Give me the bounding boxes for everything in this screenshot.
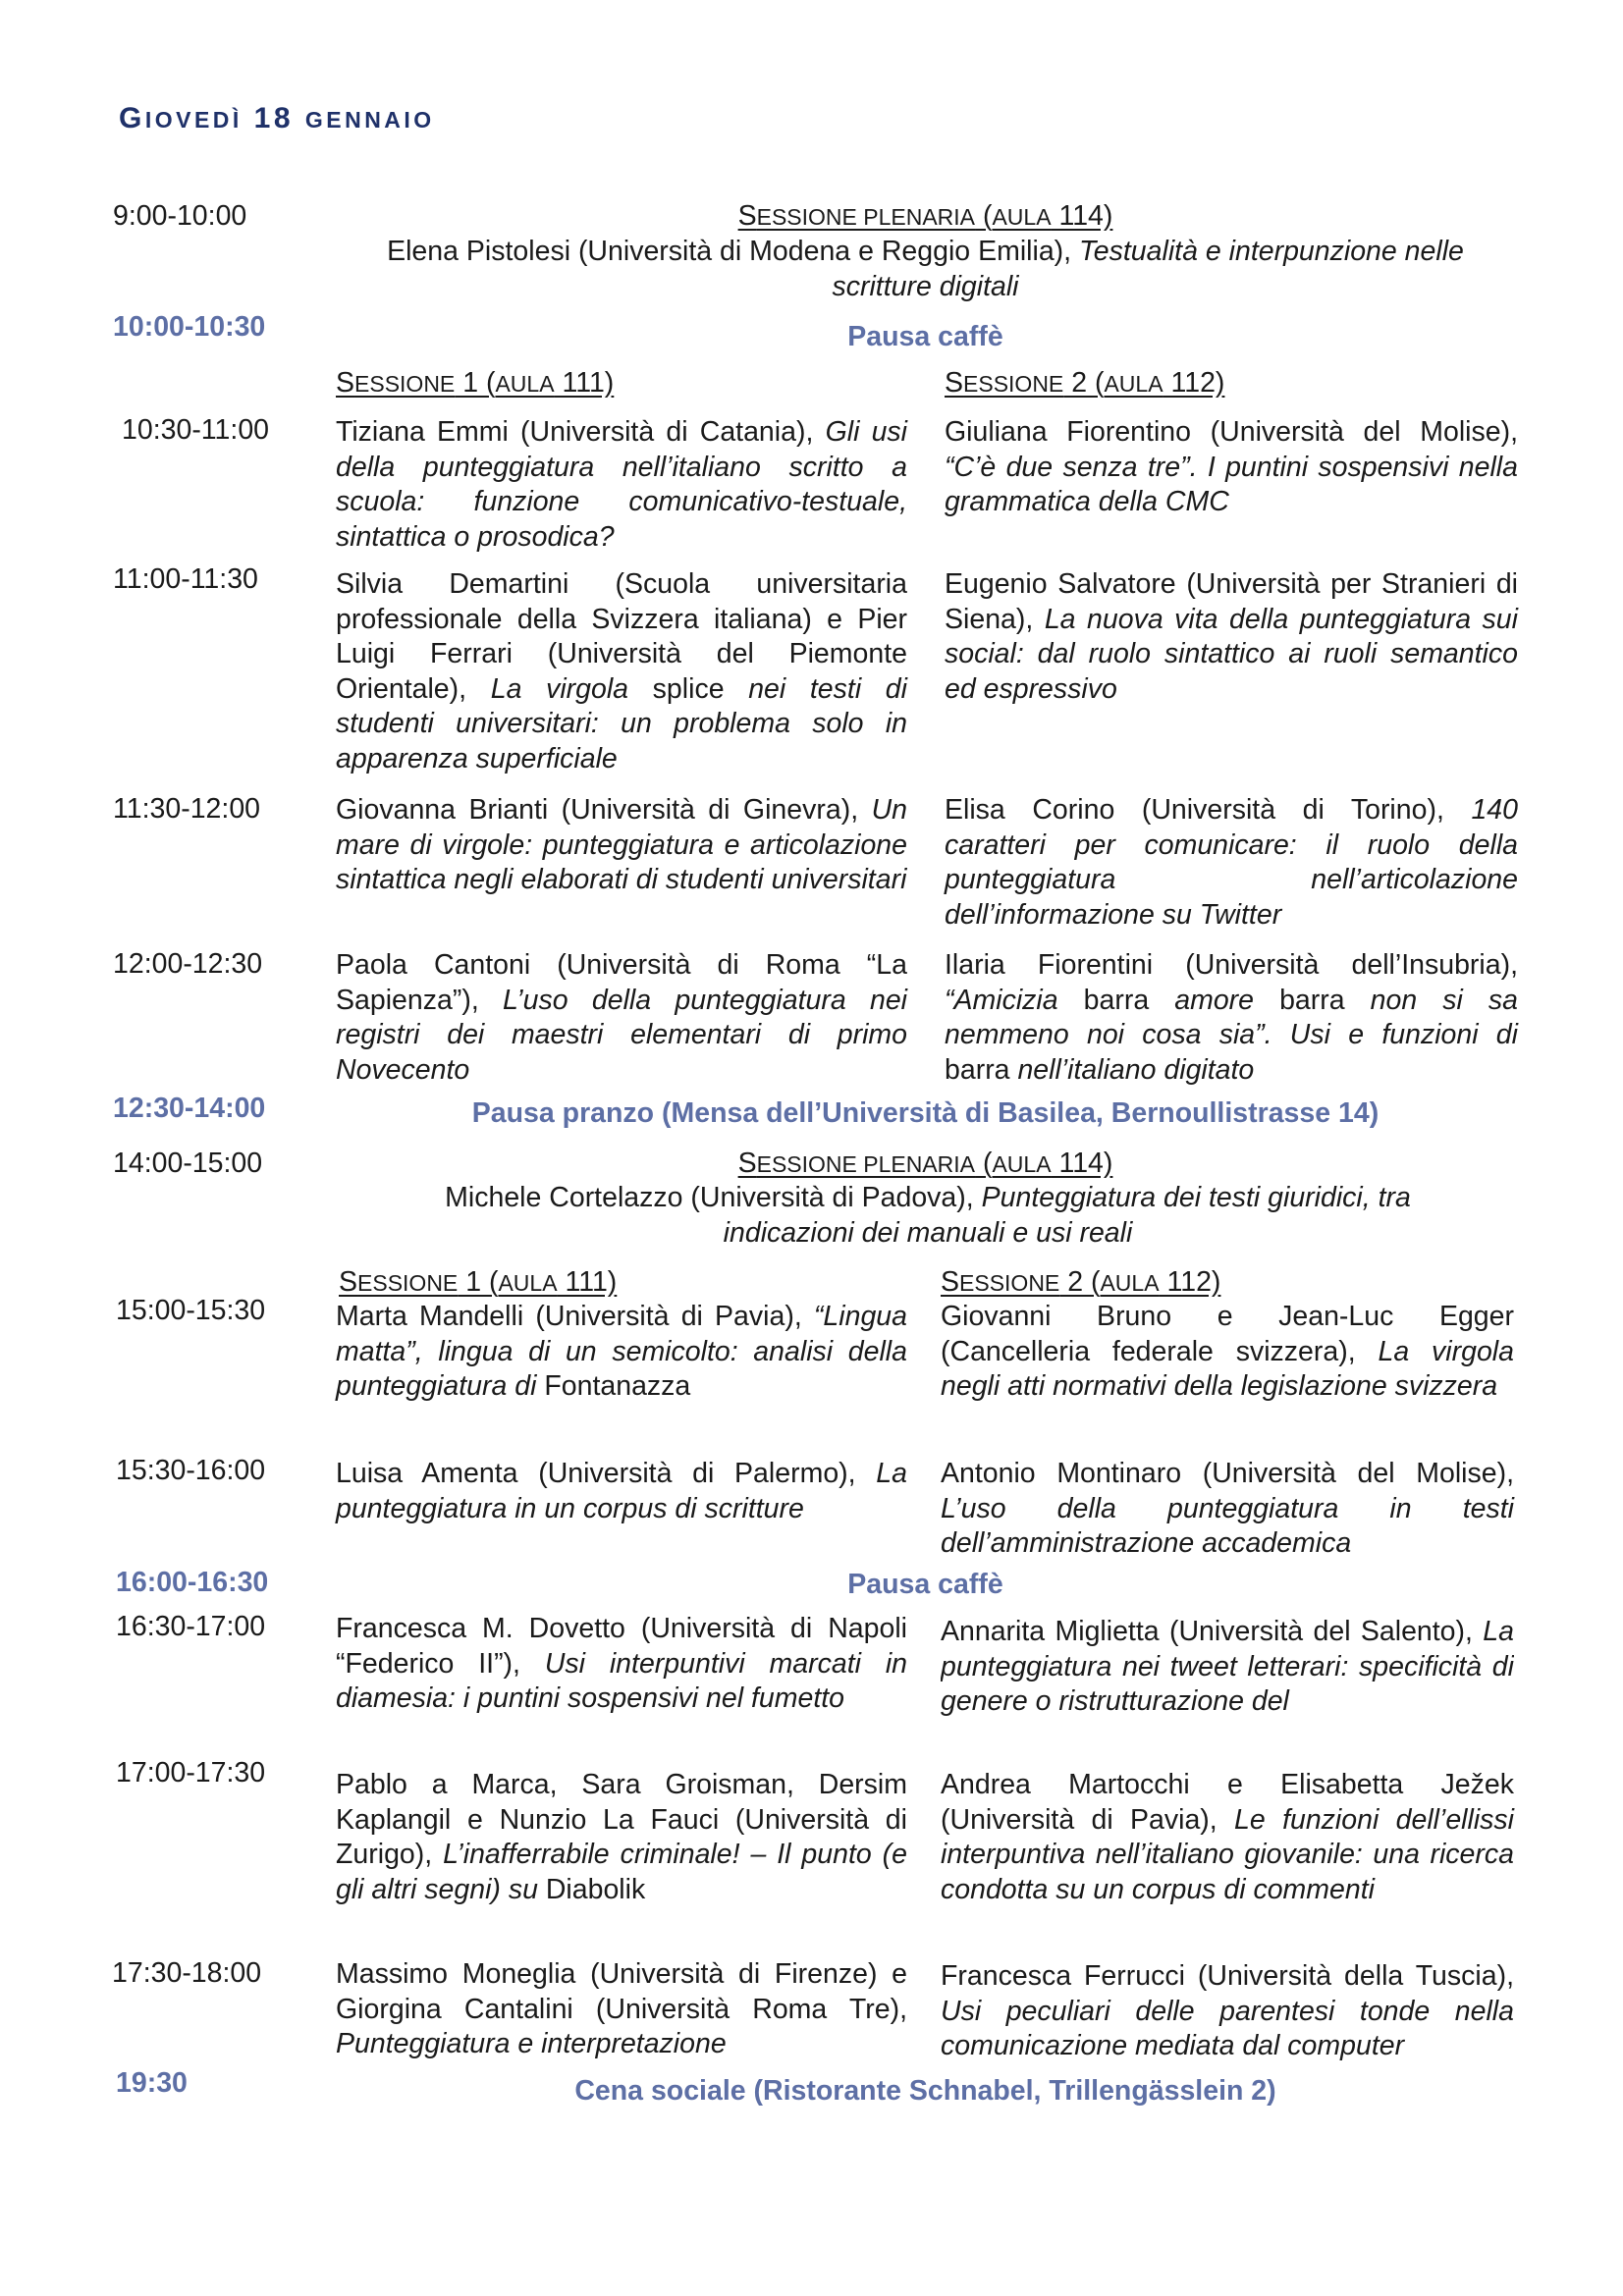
plenary-session-label: SESSIONE PLENARIA (AULA 114)	[737, 1148, 1113, 1179]
talk-session-2: Antonio Montinaro (Università del Molise), L’uso della punteggiatura in testi dell’amministrazione accademica	[941, 1458, 1514, 1559]
talk-session-2: Giuliana Fiorentino (Università del Molise), “C’è due senza tre”. I puntini sospensivi nella grammatica della CMC	[945, 416, 1518, 517]
time-slot: 14:00-15:00	[113, 1148, 263, 1179]
talk-session-2: Giovanni Bruno e Jean-Luc Egger (Cancelleria federale svizzera), La virgola negli atti normativi della legislazione svizzera	[941, 1301, 1514, 1402]
time-slot-break: 19:30	[116, 2067, 188, 2099]
talk-session-1: Luisa Amenta (Università di Palermo), La punteggiatura in un corpus di scritture	[336, 1458, 907, 1524]
session-1-header: SESSIONE 1 (AULA 111)	[339, 1266, 618, 1298]
time-slot: 16:30-17:00	[116, 1611, 266, 1642]
talk-session-2: Eugenio Salvatore (Università per Stranieri di Siena), La nuova vita della punteggiatura sui social: dal ruolo sintattico ai ruoli semantico ed espressivo	[945, 568, 1518, 705]
break-label: Pausa caffè	[847, 1569, 1003, 1600]
talk-session-2: Elisa Corino (Università di Torino), 140 caratteri per comunicare: il ruolo della punteggiatura nell’articolazione dell’informazione su Twitter	[945, 794, 1518, 931]
talk-session-1: Francesca M. Dovetto (Università di Napoli “Federico II”), Usi interpuntivi marcati in diamesia: i puntini sospensivi nel fumetto	[336, 1613, 907, 1714]
plenary-talk: Michele Cortelazzo (Università di Padova), Punteggiatura dei testi giuridici, tra indicazioni dei manuali e usi reali	[445, 1182, 1411, 1249]
time-slot: 11:30-12:00	[113, 793, 261, 825]
time-slot: 15:30-16:00	[116, 1455, 266, 1486]
talk-session-2: Francesca Ferrucci (Università della Tuscia), Usi peculiari delle parentesi tonde nella comunicazione mediata dal computer	[941, 1960, 1514, 2061]
time-slot: 12:00-12:30	[113, 948, 263, 980]
talk-session-2: Annarita Miglietta (Università del Salento), La punteggiatura nei tweet letterari: specificità di genere o ristrutturazione del	[941, 1616, 1514, 1717]
talk-session-2: Ilaria Fiorentini (Università dell’Insubria), “Amicizia barra amore barra non si sa nemmeno noi cosa sia”. Usi e funzioni di barra nell’italiano digitato	[945, 949, 1519, 1086]
talk-session-1: Tiziana Emmi (Università di Catania), Gli usi della punteggiatura nell’italiano scritto a scuola: funzione comunicativo-testuale, sintattica o prosodica?	[336, 416, 908, 553]
talk-session-1: Marta Mandelli (Università di Pavia), “Lingua matta”, lingua di un semicolto: analisi della punteggiatura di Fontanazza	[336, 1301, 907, 1402]
session-2-header: SESSIONE 2 (AULA 112)	[945, 367, 1225, 399]
talk-session-1: Giovanna Brianti (Università di Ginevra), Un mare di virgole: punteggiatura e articolazione sintattica negli elaborati di studenti universitari	[336, 794, 907, 895]
talk-session-1: Massimo Moneglia (Università di Firenze) e Giorgina Cantalini (Università Roma Tre), Punteggiatura e interpretazione	[336, 1958, 907, 2059]
time-slot-break: 10:00-10:30	[113, 311, 266, 343]
session-2-header: SESSIONE 2 (AULA 112)	[941, 1266, 1221, 1298]
page-title: GIOVEDÌ 18 GENNAIO	[119, 102, 435, 134]
break-label: Cena sociale (Ristorante Schnabel, Trillengässlein 2)	[574, 2075, 1276, 2107]
time-slot: 17:00-17:30	[116, 1757, 266, 1789]
talk-session-1: Pablo a Marca, Sara Groisman, Dersim Kaplangil e Nunzio La Fauci (Università di Zurigo), L’inafferrabile criminale! – Il punto (e gli altri segni) su Diabolik	[336, 1769, 907, 1905]
time-slot: 9:00-10:00	[113, 200, 247, 232]
time-slot-break: 16:00-16:30	[116, 1567, 269, 1598]
time-slot: 15:00-15:30	[116, 1295, 266, 1326]
time-slot: 17:30-18:00	[112, 1957, 262, 1989]
talk-session-1: Paola Cantoni (Università di Roma “La Sapienza”), L’uso della punteggiatura nei registri dei maestri elementari di primo Novecento	[336, 949, 907, 1086]
time-slot-break: 12:30-14:00	[113, 1093, 266, 1124]
plenary-talk: Elena Pistolesi (Università di Modena e Reggio Emilia), Testualità e interpunzione nelle scritture digitali	[387, 236, 1464, 302]
talk-session-1: Silvia Demartini (Scuola universitaria professionale della Svizzera italiana) e Pier Luigi Ferrari (Università del Piemonte Orientale), La virgola splice nei testi di studenti universitari: un problema solo in apparenza superficiale	[336, 568, 907, 774]
time-slot: 10:30-11:00	[122, 414, 270, 446]
break-label: Pausa pranzo (Mensa dell’Università di Basilea, Bernoullistrasse 14)	[471, 1097, 1380, 1129]
plenary-session-label: SESSIONE PLENARIA (AULA 114)	[737, 200, 1113, 232]
time-slot: 11:00-11:30	[113, 563, 258, 595]
talk-session-2: Andrea Martocchi e Elisabetta Ježek (Università di Pavia), Le funzioni dell’ellissi interpuntiva nell’italiano giovanile: una ricerca condotta su un corpus di commenti	[941, 1769, 1514, 1905]
session-1-header: SESSIONE 1 (AULA 111)	[336, 367, 615, 399]
break-label: Pausa caffè	[847, 321, 1003, 352]
